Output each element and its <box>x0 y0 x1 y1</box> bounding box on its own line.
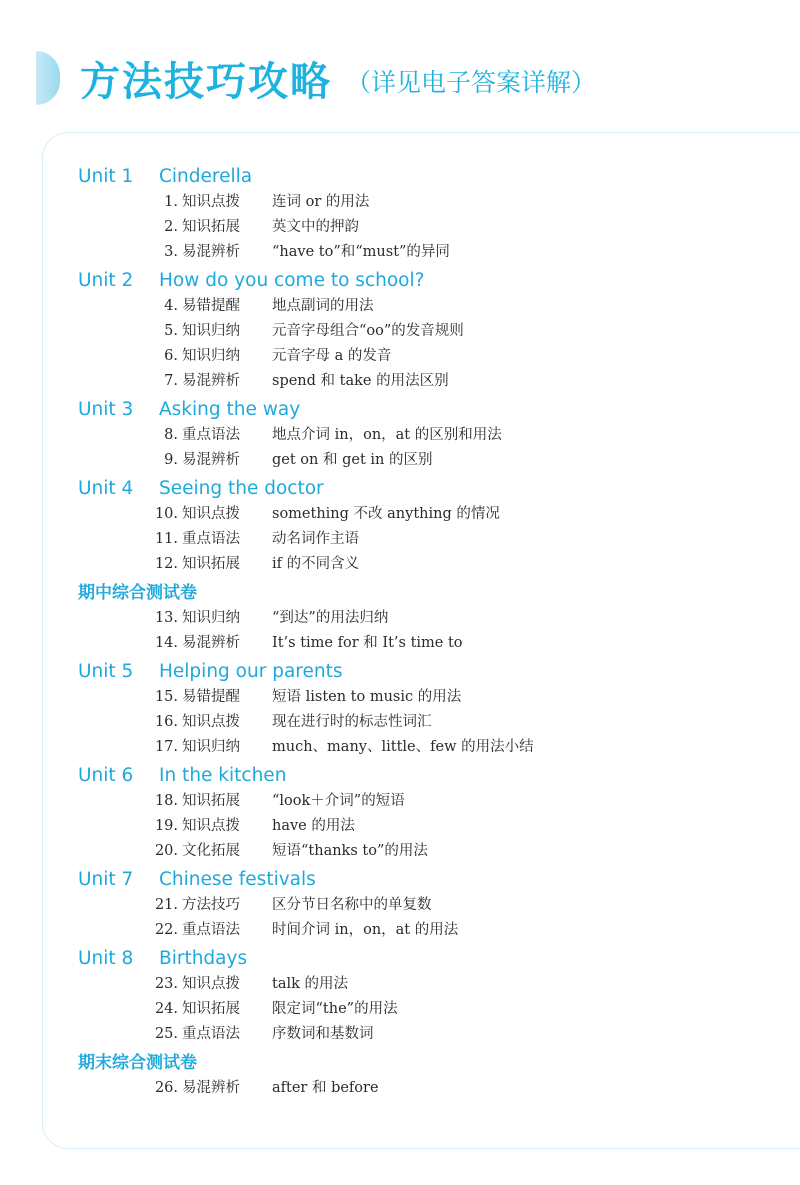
entry-number: 24. <box>154 1001 178 1017</box>
entry-text: “have to”和“must”的异同 <box>272 244 450 260</box>
toc-entry[interactable] <box>78 344 788 369</box>
entry-text: 地点副词的用法 <box>272 298 374 314</box>
entry-category: 易错提醒 <box>182 689 240 705</box>
unit-heading[interactable] <box>78 397 788 423</box>
entry-number: 1. <box>164 194 178 210</box>
toc-entry[interactable] <box>78 240 788 265</box>
unit-title: How do you come to school? <box>159 270 425 291</box>
toc-entry[interactable] <box>78 814 788 839</box>
entry-number: 25. <box>154 1026 178 1042</box>
toc-entry[interactable] <box>78 294 788 319</box>
entry-text: 时间介词 in，on，at 的用法 <box>272 922 459 938</box>
unit-title: In the kitchen <box>159 765 287 786</box>
toc-section <box>78 659 788 760</box>
entry-text: 连词 or 的用法 <box>272 194 370 210</box>
toc-section <box>78 397 788 473</box>
entry-category: 易错提醒 <box>182 298 240 314</box>
entry-category: 知识点拨 <box>182 194 240 210</box>
toc-entry[interactable] <box>78 972 788 997</box>
entry-number: 12. <box>154 556 178 572</box>
toc-section <box>78 946 788 1047</box>
toc-section <box>78 476 788 577</box>
unit-number: Unit 8 <box>78 948 134 969</box>
unit-number: Unit 1 <box>78 166 134 187</box>
entry-text: “到达”的用法归纳 <box>272 610 389 626</box>
entry-category: 易混辨析 <box>182 1080 240 1096</box>
entry-category: 重点语法 <box>182 1026 240 1042</box>
entry-number: 10. <box>154 506 178 522</box>
entry-text: 序数词和基数词 <box>272 1026 374 1042</box>
unit-title: Chinese festivals <box>159 869 316 890</box>
unit-number: Unit 4 <box>78 478 134 499</box>
unit-number: Unit 3 <box>78 399 134 420</box>
unit-title: Birthdays <box>159 948 248 969</box>
unit-title: Cinderella <box>159 166 253 187</box>
entry-category: 易混辨析 <box>182 373 240 389</box>
entry-number: 8. <box>164 427 178 443</box>
entry-category: 知识归纳 <box>182 348 240 364</box>
unit-number: Unit 7 <box>78 869 134 890</box>
toc-entry[interactable] <box>78 215 788 240</box>
entry-category: 知识点拨 <box>182 506 240 522</box>
entry-number: 3. <box>164 244 178 260</box>
entry-category: 易混辨析 <box>182 635 240 651</box>
entry-number: 13. <box>154 610 178 626</box>
unit-heading[interactable] <box>78 659 788 685</box>
entry-number: 20. <box>154 843 178 859</box>
toc-entry[interactable] <box>78 190 788 215</box>
entry-text: something 不改 anything 的情况 <box>272 506 500 522</box>
entry-category: 文化拓展 <box>182 843 240 859</box>
unit-heading[interactable] <box>78 1050 788 1076</box>
entry-category: 易混辨析 <box>182 244 240 260</box>
unit-number: 期中综合测试卷 <box>78 583 197 603</box>
entry-text: if 的不同含义 <box>272 556 360 572</box>
entry-category: 重点语法 <box>182 922 240 938</box>
toc-entry[interactable] <box>78 552 788 577</box>
unit-heading[interactable] <box>78 946 788 972</box>
entry-category: 知识拓展 <box>182 556 240 572</box>
unit-title: Seeing the doctor <box>159 478 324 499</box>
toc-entry[interactable] <box>78 319 788 344</box>
entry-category: 重点语法 <box>182 427 240 443</box>
entry-number: 14. <box>154 635 178 651</box>
toc-entry[interactable] <box>78 527 788 552</box>
unit-number: 期末综合测试卷 <box>78 1053 197 1073</box>
entry-text: have 的用法 <box>272 818 355 834</box>
unit-number: Unit 2 <box>78 270 134 291</box>
toc-entry[interactable] <box>78 893 788 918</box>
unit-heading[interactable] <box>78 268 788 294</box>
entry-number: 23. <box>154 976 178 992</box>
unit-number: Unit 5 <box>78 661 134 682</box>
entry-text: 短语 listen to music 的用法 <box>272 689 462 705</box>
unit-title: Helping our parents <box>159 661 343 682</box>
entry-number: 11. <box>154 531 178 547</box>
toc-entry[interactable] <box>78 502 788 527</box>
entry-number: 6. <box>164 348 178 364</box>
entry-text: talk 的用法 <box>272 976 349 992</box>
entry-category: 知识点拨 <box>182 976 240 992</box>
entry-category: 知识归纳 <box>182 739 240 755</box>
entry-text: 现在进行时的标志性词汇 <box>272 714 432 730</box>
entry-category: 重点语法 <box>182 531 240 547</box>
unit-heading[interactable] <box>78 476 788 502</box>
toc-entry[interactable] <box>78 1022 788 1047</box>
entry-number: 2. <box>164 219 178 235</box>
toc-entry[interactable] <box>78 448 788 473</box>
page-subtitle: （详见电子答案详解） <box>346 68 597 97</box>
entry-number: 7. <box>164 373 178 389</box>
header-tab-decoration <box>36 51 60 105</box>
entry-text: 地点介词 in，on，at 的区别和用法 <box>272 427 502 443</box>
toc-entry[interactable] <box>78 685 788 710</box>
entry-text: after 和 before <box>272 1080 379 1096</box>
entry-text: 限定词“the”的用法 <box>272 1001 398 1017</box>
unit-heading[interactable] <box>78 763 788 789</box>
toc-entry[interactable] <box>78 710 788 735</box>
toc-entry[interactable] <box>78 369 788 394</box>
entry-text: “look＋介词”的短语 <box>272 793 405 809</box>
entry-number: 26. <box>154 1080 178 1096</box>
page-header <box>36 48 596 108</box>
toc-entry[interactable] <box>78 1076 788 1101</box>
toc-section <box>78 763 788 864</box>
entry-category: 易混辨析 <box>182 452 240 468</box>
entry-text: spend 和 take 的用法区别 <box>272 373 449 389</box>
toc-section <box>78 867 788 943</box>
unit-number: Unit 6 <box>78 765 134 786</box>
entry-text: much、many、little、few 的用法小结 <box>272 739 534 755</box>
entry-category: 知识拓展 <box>182 1001 240 1017</box>
toc-section <box>78 580 788 656</box>
toc-entry[interactable] <box>78 997 788 1022</box>
toc-section <box>78 164 788 265</box>
entry-number: 22. <box>154 922 178 938</box>
page-title: 方法技巧攻略 <box>80 58 332 105</box>
entry-text: get on 和 get in 的区别 <box>272 452 433 468</box>
entry-number: 9. <box>164 452 178 468</box>
entry-category: 知识归纳 <box>182 610 240 626</box>
entry-category: 知识拓展 <box>182 793 240 809</box>
toc-section <box>78 268 788 394</box>
table-of-contents <box>78 164 788 1104</box>
unit-title: Asking the way <box>159 399 301 420</box>
toc-entry[interactable] <box>78 789 788 814</box>
entry-number: 15. <box>154 689 178 705</box>
entry-text: It’s time for 和 It’s time to <box>272 635 463 651</box>
toc-entry[interactable] <box>78 606 788 631</box>
entry-text: 区分节日名称中的单复数 <box>272 897 432 913</box>
entry-category: 知识点拨 <box>182 714 240 730</box>
unit-heading[interactable] <box>78 164 788 190</box>
entry-number: 19. <box>154 818 178 834</box>
entry-category: 知识拓展 <box>182 219 240 235</box>
toc-entry[interactable] <box>78 423 788 448</box>
entry-number: 17. <box>154 739 178 755</box>
entry-number: 5. <box>164 323 178 339</box>
toc-entry[interactable] <box>78 839 788 864</box>
entry-text: 短语“thanks to”的用法 <box>272 843 428 859</box>
entry-text: 元音字母 a 的发音 <box>272 348 392 364</box>
toc-entry[interactable] <box>78 631 788 656</box>
toc-section <box>78 1050 788 1101</box>
entry-category: 知识点拨 <box>182 818 240 834</box>
entry-number: 21. <box>154 897 178 913</box>
entry-text: 元音字母组合“oo”的发音规则 <box>272 323 464 339</box>
entry-number: 16. <box>154 714 178 730</box>
toc-entry[interactable] <box>78 735 788 760</box>
unit-heading[interactable] <box>78 867 788 893</box>
toc-entry[interactable] <box>78 918 788 943</box>
entry-text: 英文中的押韵 <box>272 219 359 235</box>
entry-number: 4. <box>164 298 178 314</box>
entry-category: 方法技巧 <box>182 897 240 913</box>
entry-text: 动名词作主语 <box>272 531 359 547</box>
unit-heading[interactable] <box>78 580 788 606</box>
entry-category: 知识归纳 <box>182 323 240 339</box>
entry-number: 18. <box>154 793 178 809</box>
